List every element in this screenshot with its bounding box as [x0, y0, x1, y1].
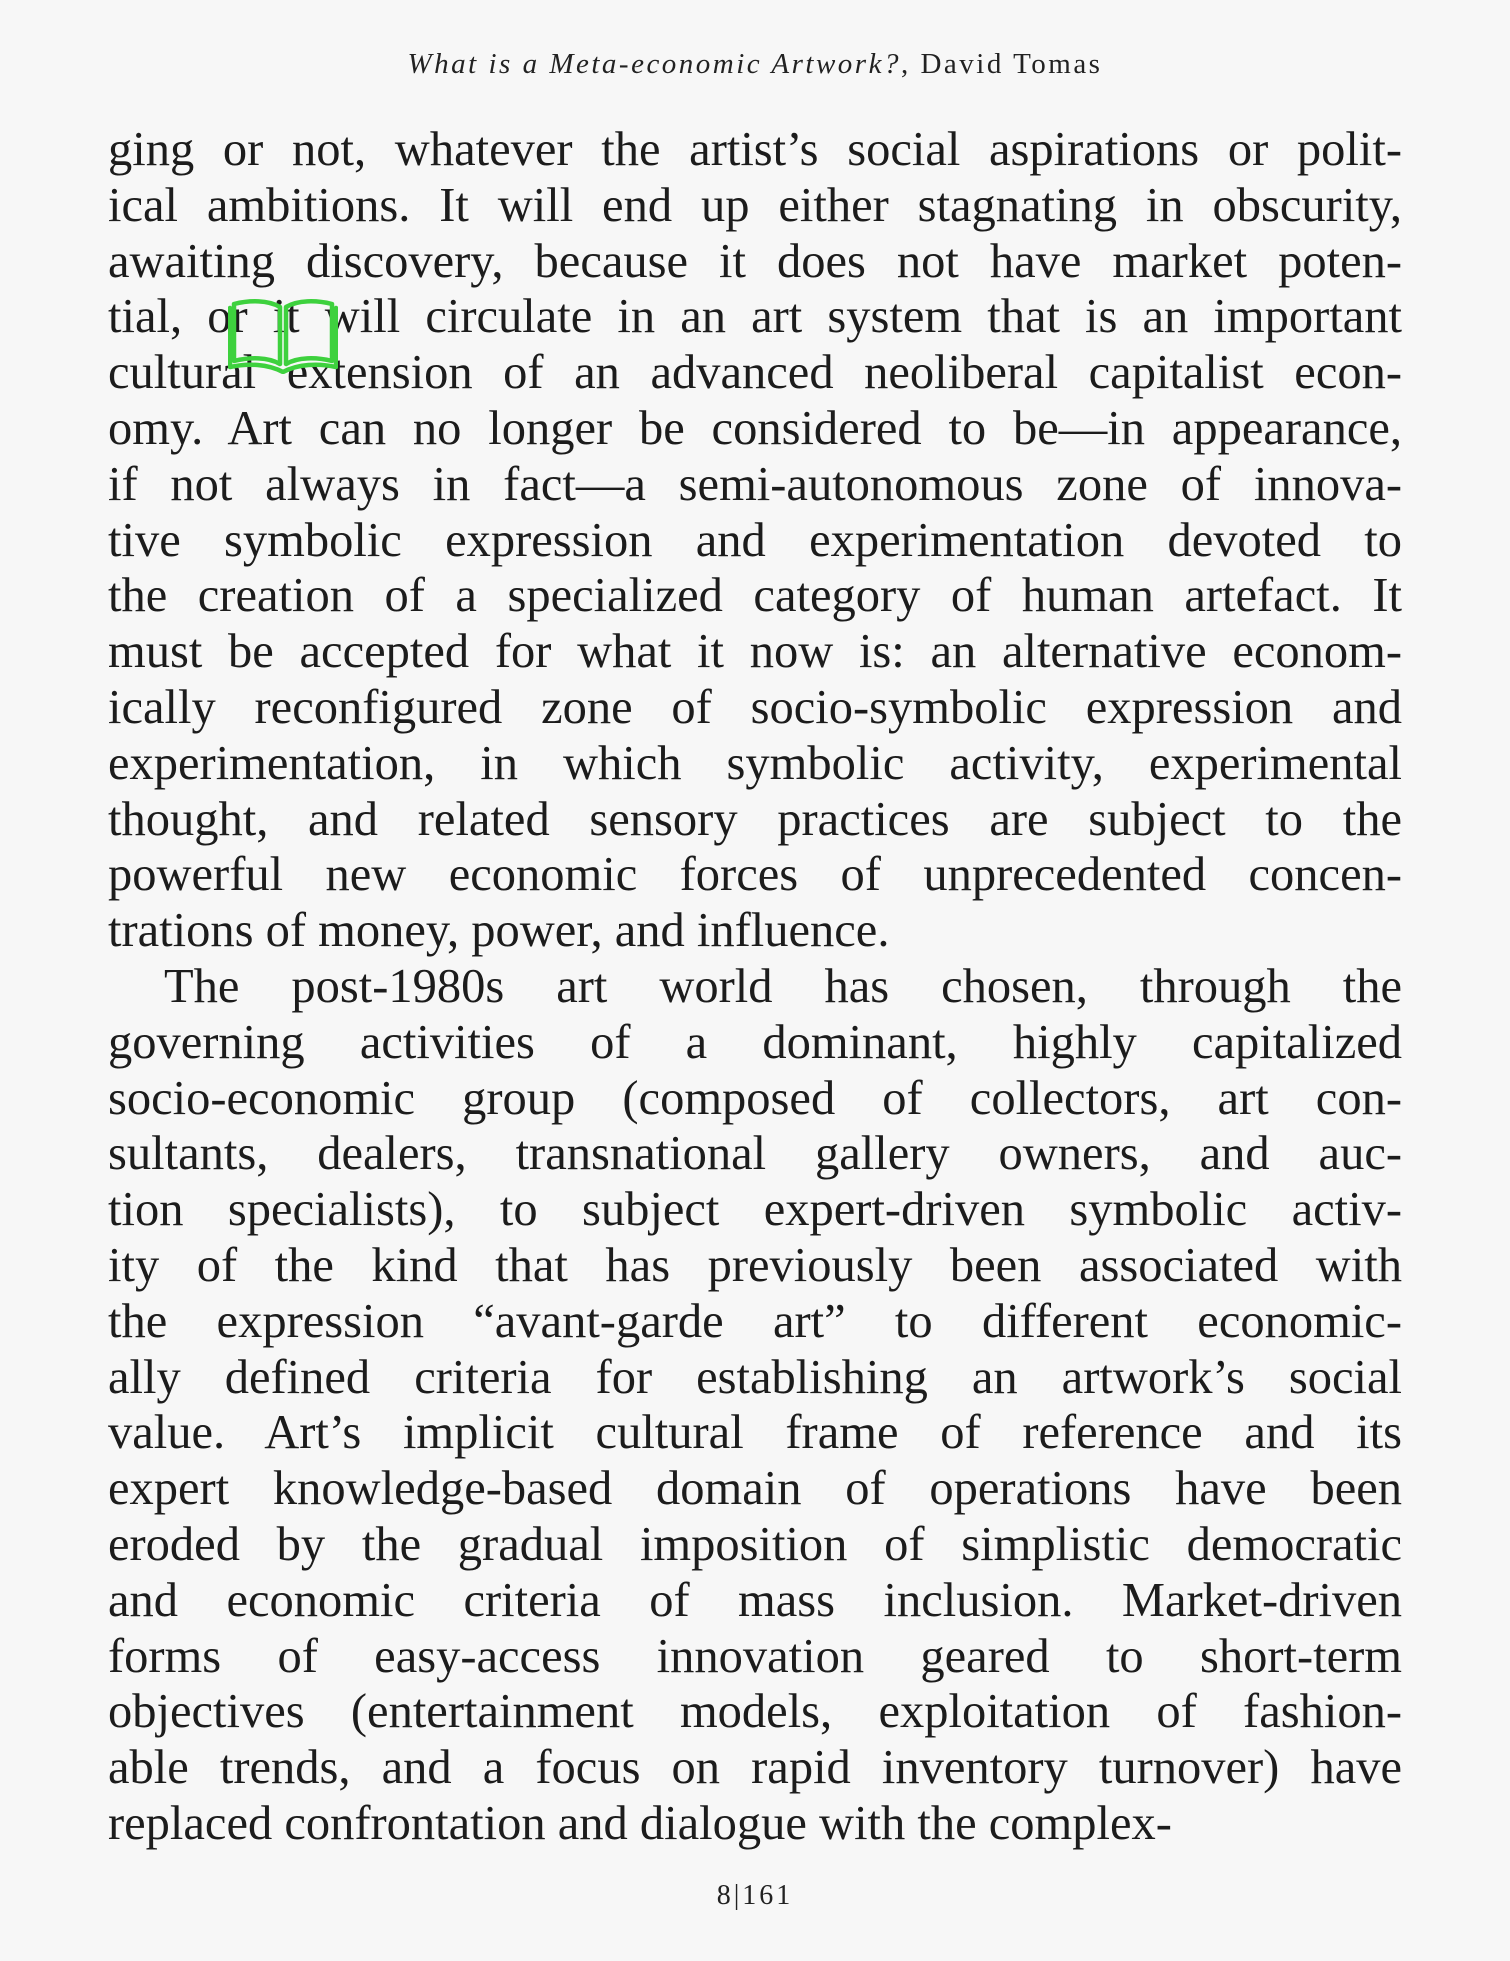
text-line: experimentation, in which symbolic activity, experimental	[108, 736, 1402, 790]
text-line: expert knowledge-based domain of operations have been	[108, 1462, 1402, 1516]
text-line: the creation of a specialized category of human artefact. It	[108, 569, 1402, 623]
text-line: awaiting discovery, because it does not have market poten-	[108, 234, 1402, 288]
text-line: ically reconfigured zone of socio-symbolic expression and	[108, 680, 1402, 734]
text-line: ical ambitions. It will end up either stagnating in obscurity,	[108, 178, 1402, 232]
text-line: powerful new economic forces of unprecedented concen-	[108, 848, 1402, 902]
text-line: the expression “avant-garde art” to different economic-	[108, 1294, 1402, 1348]
text-line: The post-1980s art world has chosen, through the	[164, 959, 1402, 1013]
body-text	[108, 122, 1402, 1852]
text-line: thought, and related sensory practices are subject to the	[108, 792, 1402, 846]
open-book-icon[interactable]	[228, 294, 338, 374]
text-line: ging or not, whatever the artist’s social aspirations or polit-	[108, 123, 1402, 176]
text-line: forms of easy-access innovation geared to short-term	[108, 1629, 1402, 1683]
running-header-separator: ,	[900, 48, 911, 80]
running-header-title: What is a Meta-economic Artwork?	[407, 48, 901, 80]
text-line: trations of money, power, and influence.	[108, 904, 890, 958]
text-line: ity of the kind that has previously been associated with	[108, 1238, 1402, 1292]
page-divider: |	[733, 1880, 743, 1911]
text-line: sultants, dealers, transnational gallery owners, and auc-	[108, 1127, 1402, 1181]
text-line: replaced confrontation and dialogue with the complex-	[108, 1796, 1172, 1850]
text-line: omy. Art can no longer be considered to be—in appearance,	[108, 401, 1402, 455]
text-line: able trends, and a focus on rapid inventory turnover) have	[108, 1741, 1402, 1795]
page-number	[0, 1880, 1510, 1912]
text-line: eroded by the gradual imposition of simplistic democratic	[108, 1517, 1402, 1571]
paragraph	[108, 959, 1402, 1852]
text-line: value. Art’s implicit cultural frame of reference and its	[108, 1406, 1402, 1460]
text-line: must be accepted for what it now is: an alternative econom-	[108, 625, 1402, 679]
text-line: tial, or it will circulate in an art system that is an important	[108, 290, 1402, 344]
paragraph	[108, 122, 1402, 959]
text-line: tive symbolic expression and experimentation devoted to	[108, 513, 1402, 567]
running-header	[0, 48, 1510, 81]
text-line: governing activities of a dominant, highly capitalized	[108, 1015, 1402, 1069]
text-line: objectives (entertainment models, exploitation of fashion-	[108, 1685, 1402, 1739]
page-current: 8	[716, 1880, 734, 1911]
text-line: if not always in fact—a semi-autonomous zone of innova-	[108, 457, 1402, 511]
running-header-author: David Tomas	[920, 48, 1103, 80]
text-line: ally defined criteria for establishing an artwork’s social	[108, 1350, 1402, 1404]
page-total: 161	[742, 1880, 794, 1911]
text-line: tion specialists), to subject expert-driven symbolic activ-	[108, 1183, 1402, 1237]
text-line: and economic criteria of mass inclusion. Market-driven	[108, 1573, 1402, 1627]
text-line: cultural extension of an advanced neoliberal capitalist econ-	[108, 346, 1402, 400]
text-line: socio-economic group (composed of collectors, art con-	[108, 1071, 1402, 1125]
